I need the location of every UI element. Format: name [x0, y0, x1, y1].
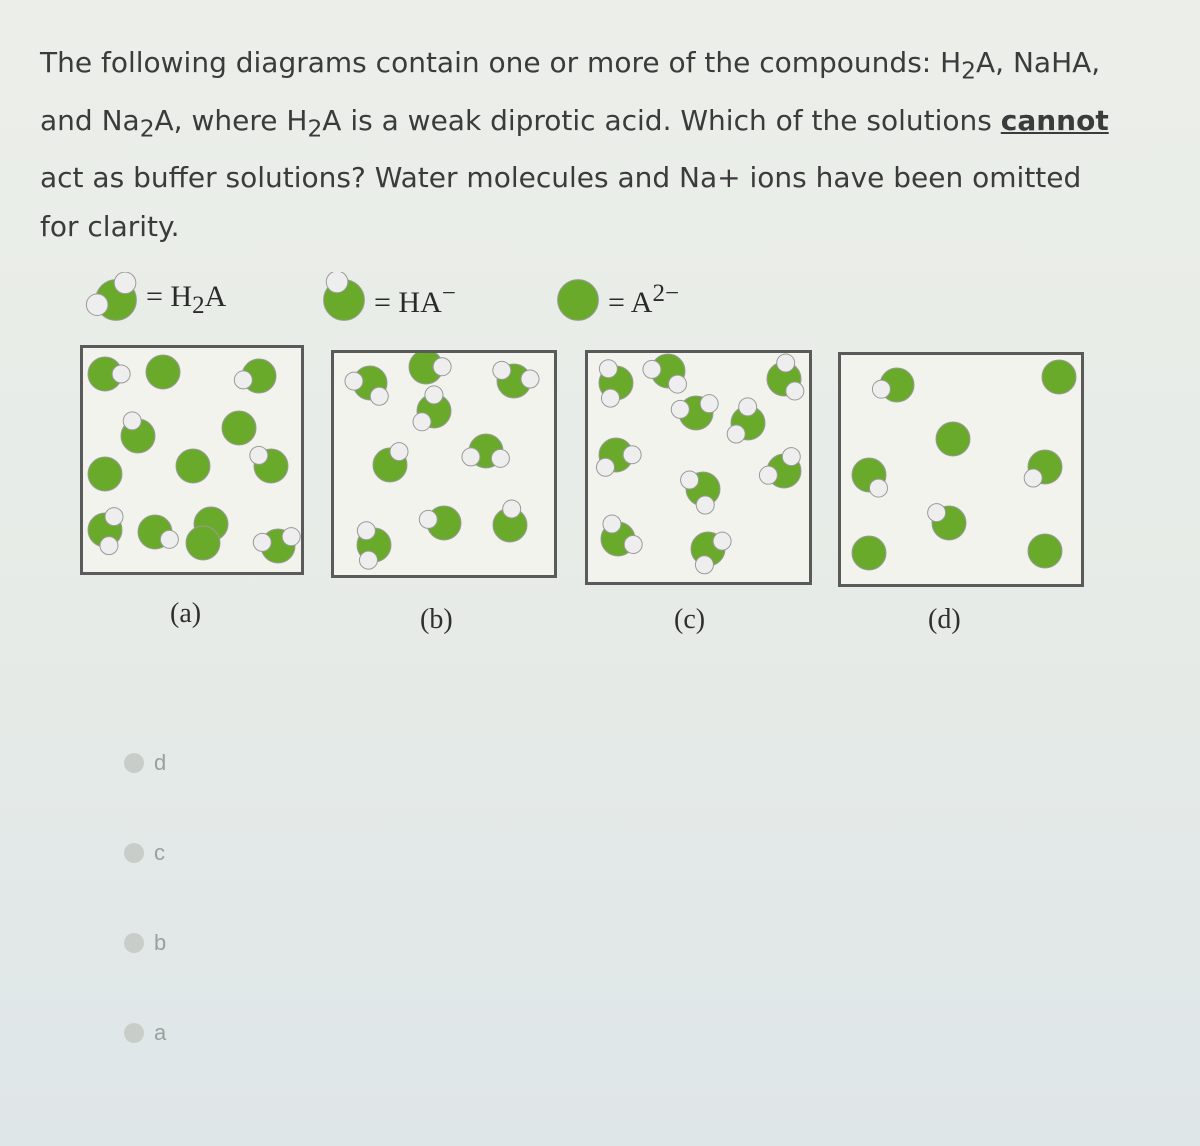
legend-label: = HA− — [374, 280, 456, 319]
panel-label: (c) — [674, 604, 706, 635]
legend-molecule-HA- — [324, 272, 365, 320]
answer-option-c[interactable] — [124, 840, 165, 866]
molecule-HA- — [852, 458, 887, 497]
legend-molecule-H2A — [86, 272, 136, 320]
molecule-H2A — [493, 361, 539, 398]
molecule-HA- — [138, 515, 178, 549]
molecule-H2A — [601, 515, 642, 556]
diagram-molecules — [588, 353, 809, 582]
question-line-2: and $Na_2A$, where $H_2A$ is a weak diprotic acid. Which of the solutions cannot — [40, 103, 1109, 143]
legend-item-HA- — [312, 272, 456, 328]
legend-item-H2A — [84, 272, 226, 328]
molecule-H2A — [599, 360, 633, 407]
diagram-box — [585, 350, 812, 585]
molecule-HA- — [928, 504, 966, 540]
molecule-HA- — [409, 353, 451, 384]
molecule-HA- — [373, 443, 408, 482]
question-line-4: for clarity. — [40, 210, 180, 244]
panel-label: (a) — [170, 598, 202, 629]
emphasis-cannot: cannot — [1000, 103, 1109, 137]
answer-option-d[interactable] — [124, 750, 166, 776]
molecule-H2A — [596, 438, 641, 476]
radio-button-icon[interactable] — [124, 843, 144, 863]
molecule-HA- — [493, 500, 527, 542]
radio-button-icon[interactable] — [124, 1023, 144, 1043]
diagram-molecules — [334, 353, 554, 575]
legend-label: = $A^{2-}$ — [608, 280, 680, 319]
diagram-molecules — [83, 348, 301, 572]
panel-label: (b) — [420, 604, 453, 635]
molecule-A2- — [222, 411, 256, 445]
legend-molecule-icon — [84, 272, 144, 328]
radio-button-icon[interactable] — [124, 933, 144, 953]
diagram-box — [331, 350, 557, 578]
answer-option-a[interactable] — [124, 1020, 166, 1046]
question-line-3: act as buffer solutions? Water molecules and Na+ ions have been omitted — [40, 161, 1082, 195]
legend-label: = $H_2A$ — [146, 280, 227, 319]
radio-button-icon[interactable] — [124, 753, 144, 773]
diagram-box — [838, 352, 1084, 587]
molecule-H2A — [345, 366, 388, 405]
question-text — [40, 38, 1160, 251]
molecule-H2A — [643, 354, 687, 393]
answer-option-label: c — [154, 840, 165, 865]
molecule-A2- — [936, 422, 970, 456]
molecule-HA- — [88, 357, 130, 391]
molecule-HA- — [250, 446, 288, 483]
molecule-H2A — [462, 434, 509, 468]
panel-label: (d) — [928, 604, 961, 635]
molecule-A2- — [176, 449, 210, 483]
molecule-HA- — [419, 506, 461, 540]
answer-option-label: d — [154, 750, 167, 775]
molecule-HA- — [872, 368, 914, 402]
legend-molecule-A2- — [558, 280, 599, 321]
diagram-box — [80, 345, 304, 575]
molecule-A2- — [852, 536, 886, 570]
diagram-molecules — [841, 355, 1081, 584]
answer-option-label: b — [154, 930, 167, 955]
molecule-H2A — [759, 448, 801, 488]
molecule-H2A — [681, 471, 720, 514]
legend-molecule-icon — [546, 272, 606, 328]
answer-option-label: a — [154, 1020, 167, 1045]
molecule-H2A — [357, 522, 391, 569]
molecule-H2A — [727, 398, 765, 443]
molecule-H2A — [691, 532, 731, 574]
molecule-HA- — [1024, 450, 1062, 487]
molecule-H2A — [671, 395, 718, 430]
molecule-H2A — [253, 528, 300, 563]
question-line-1: The following diagrams contain one or more of the compounds: $H_2A$, NaHA, — [40, 46, 1101, 85]
legend-item-A2- — [546, 272, 679, 328]
molecule-A2- — [1028, 534, 1062, 568]
legend-molecule-icon — [312, 272, 372, 328]
molecule-A2- — [186, 526, 220, 560]
molecule-HA- — [234, 359, 276, 393]
molecule-A2- — [146, 355, 180, 389]
molecule-A2- — [1042, 360, 1076, 394]
molecule-H2A — [767, 354, 804, 400]
molecule-HA- — [121, 412, 155, 453]
molecule-A2- — [88, 457, 122, 491]
molecule-H2A — [413, 386, 451, 431]
molecule-H2A — [88, 508, 123, 555]
answer-option-b[interactable] — [124, 930, 166, 956]
